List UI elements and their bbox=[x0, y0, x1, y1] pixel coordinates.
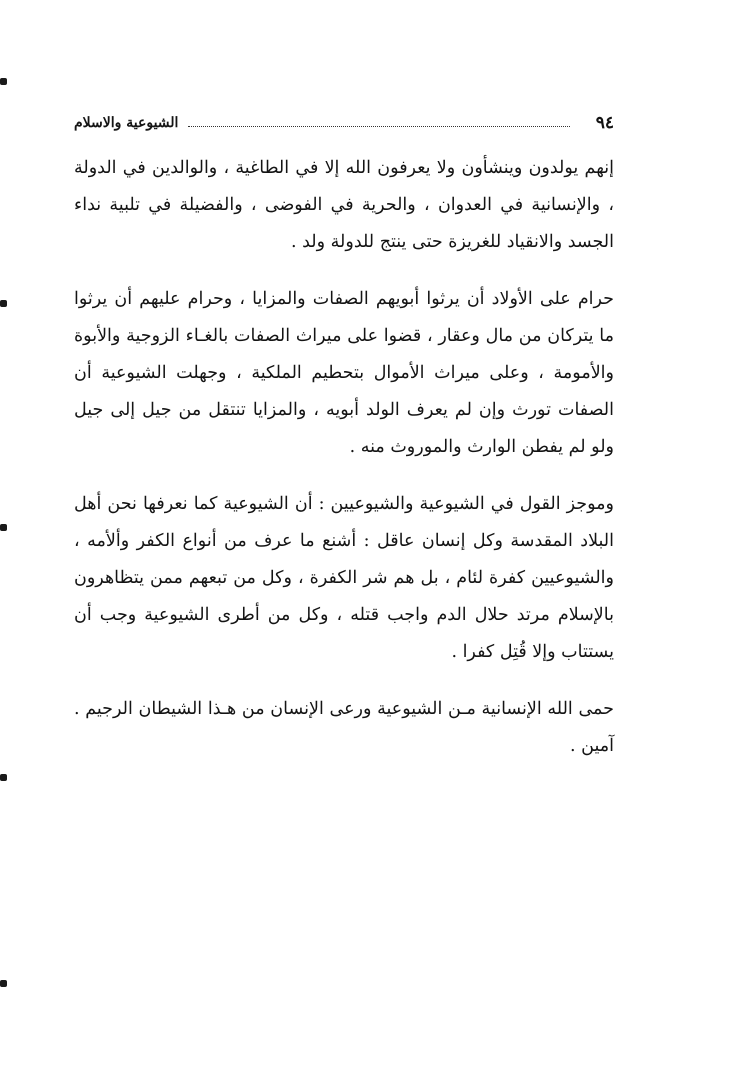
running-title: الشيوعية والاسلام bbox=[74, 115, 179, 131]
body-text bbox=[74, 150, 614, 785]
scan-margin-mark bbox=[0, 78, 7, 85]
paragraph: وموجز القول في الشيوعية والشيوعيين : أن الشيوعية كما نعرفها نحن أهل البلاد المقدسة وكل إنسان عاقل : أشنع ما عرف من أنواع الكفر وألأمه ، والشيوعيين كفرة لئام ، بل هم شر الكفرة ، وكل من تبعهم ممن يتظاهرون بالإسلام مرتد حلال الدم واجب قتله ، وكل من أطرى الشيوعية وجب أن يستتاب وإلا قُتِل كفرا . bbox=[74, 494, 614, 662]
paragraph: إنهم يولدون وينشأون ولا يعرفون الله إلا في الطاغية ، والوالدين في الدولة ، والإنسانية في العدوان ، والحرية في الفوضى ، والفضيلة في تلبية نداء الجسد والانقياد للغريزة حتى ينتج للدولة ولد . bbox=[74, 158, 614, 252]
paragraph: حرام على الأولاد أن يرثوا أبويهم الصفات والمزايا ، وحرام عليهم أن يرثوا ما يتركان من مال وعقار ، قضوا على ميراث الصفات بالغـاء الزوجية والأبوة والأمومة ، وعلى ميراث الأموال بتحطيم الملكية ، وجهلت الشيوعية أن الصفات تورث وإن لم يعرف الولد أبويه ، والمزايا تنتقل من جيل إلى جيل ولو لم يفطن الوارث والموروث منه . bbox=[74, 289, 614, 457]
paragraph: حمى الله الإنسانية مـن الشيوعية ورعى الإنسان من هـذا الشيطان الرجيم . آمين . bbox=[74, 699, 614, 756]
scan-margin-mark bbox=[0, 524, 7, 531]
page-number: ٩٤ bbox=[595, 113, 614, 133]
scan-margin-mark bbox=[0, 774, 7, 781]
page-header bbox=[74, 110, 614, 136]
header-dotted-rule bbox=[188, 125, 569, 127]
scan-margin-mark bbox=[0, 980, 7, 987]
scan-margin-mark bbox=[0, 300, 7, 307]
